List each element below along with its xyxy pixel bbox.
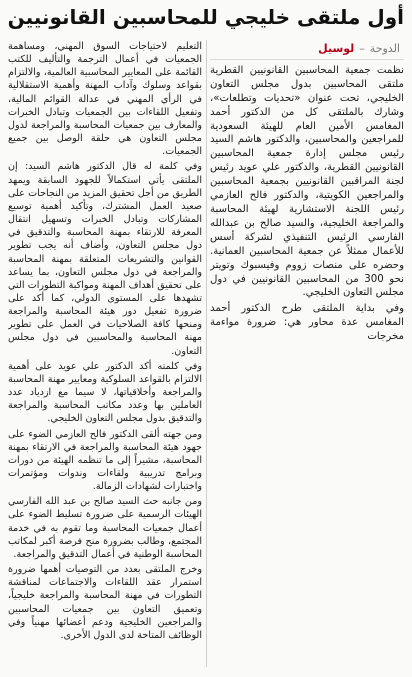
body-paragraph: وفي كلمة له قال الدكتور هاشم السيد: إن الملتقى يأتي استكمالاً للجهود السابقة ويمهد الطريق من أجل تحقيق المزيد من النجاحات على صعيد العمل المشترك، وتأكيد أهمية توسيع المشاركات وتبادل الخبرات وتسهيل انتقال المعرفة للارتقاء بمهنة المحاسبة والتدقيق في دول مجلس التعاون، وأضاف أنه يجب تطوير القوانين والتشريعات المتعلقة بمهنة المحاسبة والمراجعة في دول مجلس التعاون، بما يساعد على تحقيق أهداف المهنة ومواكبة التطورات التي تشهدها على المستوى الدولي، كما أكد على ضرورة تفعيل دور هيئة المحاسبة والمراجعة ومنحها كافة الصلاحيات في العمل على تطوير مهنة المحاسبة والمحاسبين في دول مجلس التعاون. <box>8 161 202 357</box>
dateline-city: الدوحة <box>369 42 400 55</box>
dateline <box>210 42 404 60</box>
dateline-separator: – <box>359 42 365 55</box>
article-column-right <box>210 40 404 669</box>
dateline-source: لوسيل <box>318 42 355 55</box>
body-paragraph: ومن جانبه حث السيد صالح بن عبد الله الفارسي الهيئات الرسمية على ضرورة تسليط الضوء على أعمال جمعيات المحاسبة وما تقوم به في خدمة المجتمع، وطالب بضرورة منح فرصة أكبر لمكاتب المحاسبة الوطنية في أعمال التدقيق والمراجعة. <box>8 496 202 560</box>
body-paragraph: ومن جهته ألقى الدكتور فالح العازمي الضوء على جهود هيئة المحاسبة والمراجعة في الارتقاء بمهنة المحاسبة، مشيراً إلى ما تنظمه الهيئة من دورات وبرامج تدريبية ولقاءات وندوات ومؤتمرات واختبارات لشهادات الزمالة. <box>8 428 202 493</box>
column-divider <box>206 40 207 667</box>
body-paragraph: وخرج الملتقى بعدد من التوصيات أهمها ضرورة استمرار عقد اللقاءات والاجتماعات لمناقشة التطورات في مهنة المحاسبة والمراجعة خليجياً، وتعميق التعاون بين جمعيات المحاسبين والمراجعين الخليجية ودعم أعضائها مهنياً وفي الوظائف المتاحة لدى الدول الأخرى. <box>8 564 202 641</box>
body-paragraph: التعليم لاحتياجات السوق المهني، ومساهمة الجمعيات في أعمال الترجمة والتأليف للكتب القائمة على المعايير المحاسبية العالمية، والالتزام بقواعد وسلوك وآداب المهنة وأهمية الاستقلالية في الرأي المهني في عدالة القوائم المالية، وتفعيل اللقاءات بين الجمعيات وتبادل الخبرات والمعارف بين جمعيات المحاسبة والمراجعة لدول مجلس التعاون هي حلقة الوصل بين جميع الجمعيات. <box>8 41 202 158</box>
body-paragraph: وفي كلمته أكد الدكتور علي عويد على أهمية الالتزام بالقواعد السلوكية ومعايير مهنة المحاسبة والمراجعة وأخلاقياتها، لا سيما مع ازدياد عدد العاملين بها وعدد مكاتب المحاسبة والمراجعة والتدقيق بدول مجلس التعاون الخليجي. <box>8 360 202 425</box>
body-paragraph: وفي بداية الملتقى طرح الدكتور أحمد المغامس عدة محاور هي: ضرورة مواءمة مخرجات <box>210 303 404 343</box>
article-column-left <box>8 40 202 669</box>
article-headline: أول ملتقى خليجي للمحاسبين القانونيين <box>7 5 404 29</box>
body-paragraph: نظمت جمعية المحاسبين القانونيين القطرية ملتقى المحاسبين بدول مجلس التعاون الخليجي، تحت عنوان «تحديات وتطلعات»، وشارك بالملتقى كل من الدكتور أحمد المغامس الأمين العام للهيئة السعودية للمراجعين والمحاسبين، والدكتور هاشم السيد رئيس مجلس إدارة جمعية المحاسبين القانونيين القطرية، والدكتور علي عويد رئيس لجنة المراقبين القانونيين بجمعية المحاسبين والمراجعين الكويتية، والدكتور فالح العازمي رئيس اللجنة الاستشارية لهيئة المحاسبة والمراجعة الخليجية، والسيد صالح بن عبدالله الفارسي الرئيس التنفيذي لشركة أسس للأعمال ممثلاً عن جمعية المحاسبين العمانية. وحضره على منصات زووم وفيسبوك وتويتر نحو 300 من المحاسبين القانونيين في دول مجلس التعاون الخليجي. <box>210 64 404 299</box>
